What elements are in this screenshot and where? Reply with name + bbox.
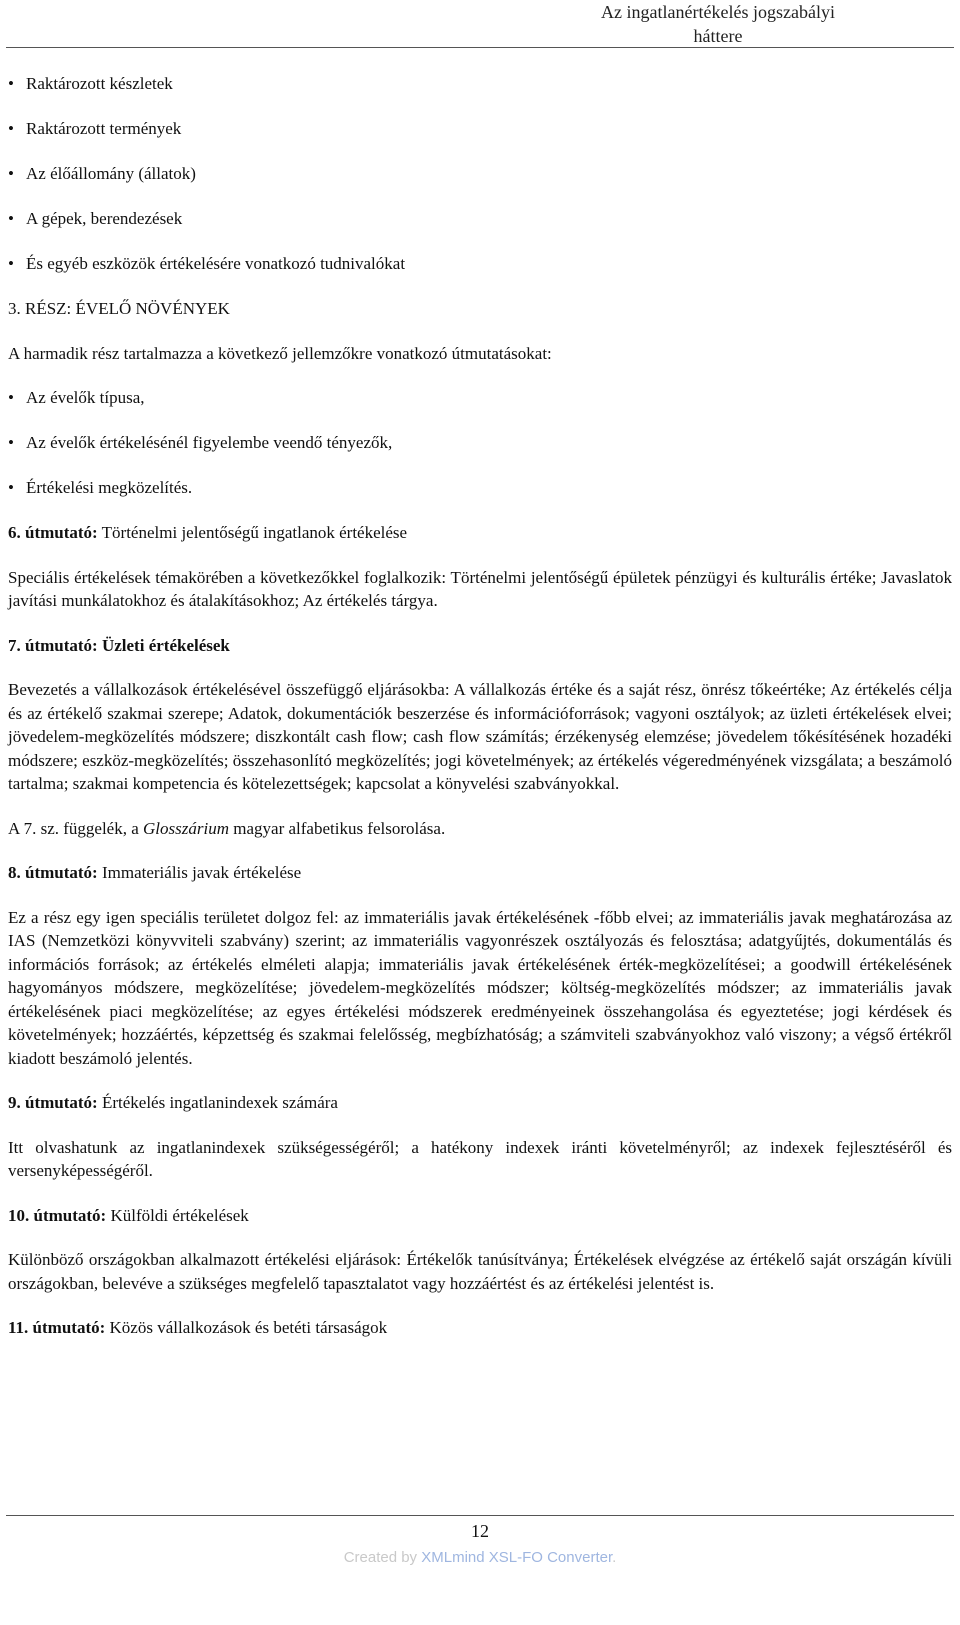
guide-11-label: 11. útmutató: (8, 1318, 106, 1337)
guide-7-text: Bevezetés a vállalkozások értékelésével összefüggő eljárásokba: A vállalkozás értéke és a saját rész, önrész tőkeértéke; Az értékelés célja és az értékelő szakmai szerepe; Adatok, dokumentációk beszerzése és információforrások; vagyoni osztályok; az üzleti értékelések elvei; jövedelem-megközelítés módszere; diszkontált cash flow; cash flow számítás; érzékenység elemzése; jövedelem tőkésítésének hozadéki módszere; eszköz-megközelítés; összehasonlító megközelítés; jogi követelmények; az értékelés végeredményének vizsgálata; a beszámoló tartalma; szakmai kompetencia és kötelezettségek; kapcsolat a könyvelési szabványokkal. (8, 680, 952, 793)
page-body (8, 72, 952, 1361)
header-title-line-2: háttere (693, 26, 743, 46)
list-item (8, 386, 952, 410)
bullet-list-assets (8, 72, 952, 276)
watermark-suffix: . (612, 1549, 617, 1566)
header-title-line-1: Az ingatlanértékelés jogszabályi (601, 2, 835, 22)
part-3-intro: A harmadik rész tartalmazza a következő jellemzőkre vonatkozó útmutatásokat: (8, 343, 552, 363)
guide-9-heading (8, 1091, 952, 1115)
guide-10-label: 10. útmutató: (8, 1205, 107, 1225)
list-item-text: Raktározott termények (26, 119, 182, 138)
guide-8-title: Immateriális javak értékelése (97, 863, 302, 882)
header-divider (6, 47, 954, 48)
guide-7-label: 7. útmutató: Üzleti értékelések (8, 635, 230, 655)
page-number: 12 (471, 1521, 489, 1541)
guide-6-title: Történelmi jelentőségű ingatlanok értékelése (97, 523, 408, 542)
bullet-icon: • (8, 254, 14, 273)
guide-9-text: Itt olvashatunk az ingatlanindexek szükségességéről; a hatékony indexek iránti követelményről; az indexek fejlesztéséről és versenyképességéről. (8, 1137, 952, 1180)
list-item (8, 252, 952, 276)
list-item (8, 431, 952, 455)
list-item-text: Raktározott készletek (26, 74, 173, 93)
watermark-brand: XMLmind XSL-FO Converter (421, 1549, 613, 1566)
appendix-glossary-term: Glosszárium (143, 818, 229, 838)
guide-7-heading (8, 634, 952, 658)
bullet-list-perennials (8, 386, 952, 500)
list-item-text: Az évelők típusa, (26, 388, 145, 407)
guide-11-heading (8, 1316, 952, 1340)
bullet-icon: • (8, 388, 14, 407)
guide-7-appendix (8, 817, 952, 841)
bullet-icon: • (8, 164, 14, 183)
list-item (8, 162, 952, 186)
list-item (8, 117, 952, 141)
guide-11-title: Közös vállalkozások és betéti társaságok (105, 1318, 388, 1337)
guide-10-text: Különböző országokban alkalmazott értékelési eljárások: Értékelők tanúsítványa; Értékelések elvégzése az értékelő saját országán kívüli országokban, belevéve a szükséges megfelelő tapasztalatot vagy hozzáértést és az értékelési jelentést is. (8, 1250, 952, 1293)
running-header (498, 0, 938, 48)
guide-10-title: Külföldi értékelések (106, 1205, 249, 1225)
guide-9-label: 9. útmutató: (8, 1093, 98, 1112)
guide-10-heading (8, 1204, 952, 1228)
guide-6-label: 6. útmutató: (8, 523, 98, 542)
appendix-suffix: magyar alfabetikus felsorolása. (229, 818, 446, 838)
bullet-icon: • (8, 209, 14, 228)
guide-8-text: Ez a rész egy igen speciális területet dolgoz fel: az immateriális javak értékelésének -főbb elvei; az immateriális javak meghatározása az IAS (Nemzetközi könyvviteli szabvány) szerint; az immateriális vagyonrészek osztályozás és felosztása; adatgyűjtés, dokumentálás és információs források; az értékelés elméleti alapja; immateriális javak értékelésének érték-megközelítései; a goodwill értékelésének hagyományos módszere, megközelítése; jövedelem-megközelítés módszer; költség-megközelítés módszer; az immateriális javak értékelésének piaci megközelítése; az egyes értékelési módszerek eredményeinek összehangolása és egyeztetése; jogi kérdések és követelmények; hozzáértés, képzettség és szakmai felelősség, megbízhatóság; a számviteli szabványokhoz való viszony; a végső értékről kiadott beszámoló jelentés. (8, 907, 952, 1068)
list-item-text: Értékelési megközelítés. (26, 478, 193, 497)
bullet-icon: • (8, 74, 14, 93)
part-3-title: 3. RÉSZ: ÉVELŐ NÖVÉNYEK (8, 299, 230, 318)
guide-9-title: Értékelés ingatlanindexek számára (97, 1093, 338, 1112)
guide-8-label: 8. útmutató: (8, 863, 98, 882)
guide-6-heading (8, 521, 952, 545)
list-item (8, 207, 952, 231)
bullet-icon: • (8, 433, 14, 452)
bullet-icon: • (8, 478, 14, 497)
converter-watermark (0, 1546, 960, 1570)
list-item (8, 72, 952, 96)
list-item-text: Az évelők értékelésénél figyelembe veendő tényezők, (26, 433, 393, 452)
list-item-text: És egyéb eszközök értékelésére vonatkozó tudnivalókat (26, 254, 406, 273)
appendix-prefix: A 7. sz. függelék, a (8, 818, 144, 838)
bullet-icon: • (8, 119, 14, 138)
list-item-text: Az élőállomány (állatok) (26, 164, 196, 183)
guide-6-text: Speciális értékelések témakörében a következőkkel foglalkozik: Történelmi jelentőségű épületek pénzügyi és kulturális értéke; Javaslatok javítási munkálatokhoz és átalakításokhoz; Az értékelés tárgya. (8, 567, 952, 610)
guide-8-heading (8, 861, 952, 885)
list-item (8, 476, 952, 500)
list-item-text: A gépek, berendezések (26, 209, 183, 228)
watermark-prefix: Created by (343, 1549, 422, 1566)
footer-divider (6, 1515, 954, 1516)
